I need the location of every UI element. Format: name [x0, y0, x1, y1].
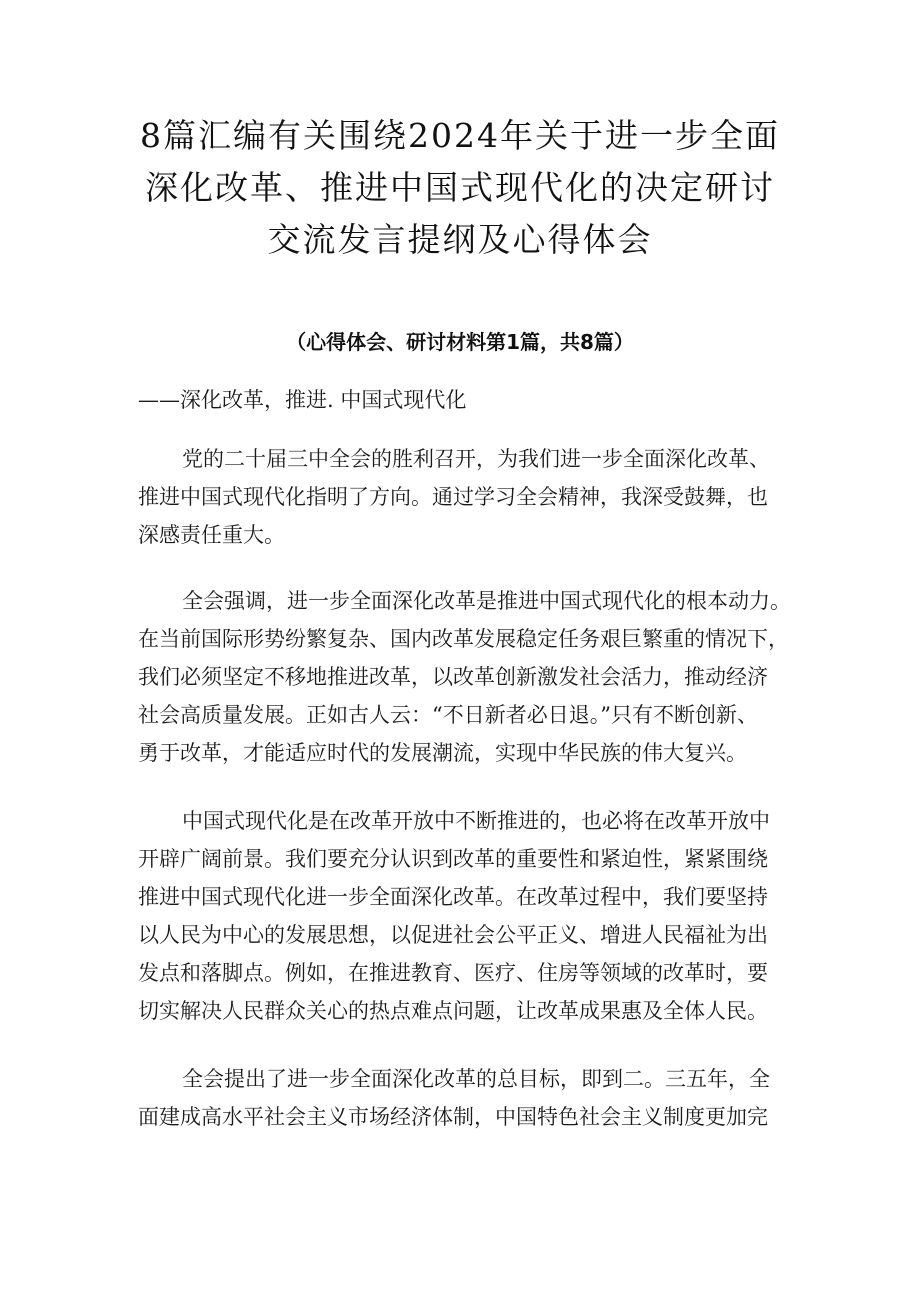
paragraph-line: 勇于改革，才能适应时代的发展潮流，实现中华民族的伟大复兴。	[138, 741, 747, 765]
document-subtitle: （心得体会、研讨材料第1篇，共8篇）	[286, 330, 634, 354]
document-title	[120, 110, 800, 266]
paragraph-line: 我们必须坚定不移地推进改革，以改革创新激发社会活力，推动经济	[138, 665, 768, 689]
paragraph-line: 推进中国式现代化进一步全面深化改革。在改革过程中，我们要坚持	[138, 885, 768, 909]
title-line: 交流发言提纲及心得体会	[267, 220, 653, 259]
paragraph-4	[138, 1060, 798, 1136]
paragraph-2	[138, 582, 798, 772]
title-line: 深化改革、推进中国式现代化的决定研讨	[145, 168, 775, 207]
paragraph-line: 全会强调，进一步全面深化改革是推进中国式现代化的根本动力。	[182, 589, 791, 613]
paragraph-line: 开辟广阔前景。我们要充分认识到改革的重要性和紧迫性，紧紧围绕	[138, 847, 768, 871]
paragraph-line: 深感责任重大。	[138, 523, 285, 547]
document-tagline: ——深化改革，推进. 中国式现代化	[138, 388, 467, 412]
paragraph-3	[138, 802, 798, 1030]
paragraph-line: 切实解决人民群众关心的热点难点问题，让改革成果惠及全体人民。	[138, 999, 768, 1023]
paragraph-line: 在当前国际形势纷繁复杂、国内改革发展稳定任务艰巨繁重的情况下，	[138, 627, 789, 651]
paragraph-line: 以人民为中心的发展思想，以促进社会公平正义、增进人民福祉为出	[138, 923, 768, 947]
paragraph-line: 发点和落脚点。例如，在推进教育、医疗、住房等领域的改革时，要	[138, 961, 768, 985]
paragraph-line: 全会提出了进一步全面深化改革的总目标，即到二。三五年，全	[182, 1067, 770, 1091]
paragraph-1	[138, 440, 798, 554]
paragraph-line: 推进中国式现代化指明了方向。通过学习全会精神，我深受鼓舞，也	[138, 485, 768, 509]
paragraph-line: 中国式现代化是在改革开放中不断推进的，也必将在改革开放中	[182, 809, 770, 833]
paragraph-line: 党的二十届三中全会的胜利召开，为我们进一步全面深化改革、	[182, 447, 770, 471]
title-line: 8篇汇编有关围绕2024年关于进一步全面	[140, 116, 780, 155]
paragraph-line: 面建成高水平社会主义市场经济体制，中国特色社会主义制度更加完	[138, 1105, 768, 1129]
paragraph-line: 社会高质量发展。正如古人云：“不日新者必日退。”只有不断创新、	[138, 703, 758, 727]
